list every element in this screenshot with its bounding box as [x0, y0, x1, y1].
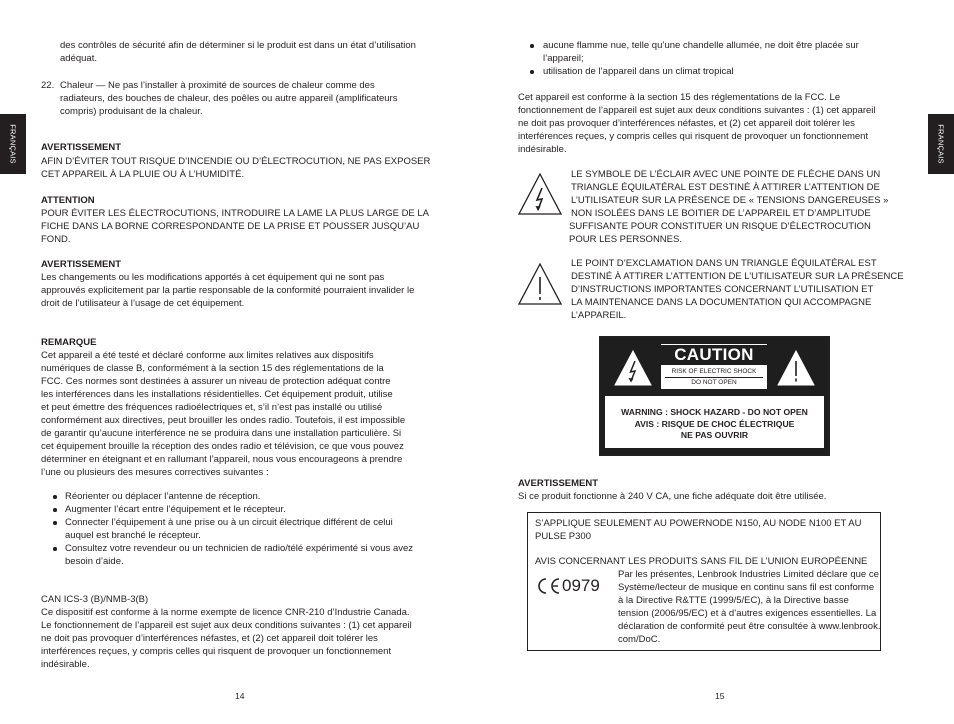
list-item-cont: auquel est branché le récepteur. — [65, 530, 201, 541]
ce-number: 0979 — [562, 576, 600, 595]
paragraph-line: FOND. — [41, 234, 71, 245]
paragraph-line: fonctionnement de l’appareil est sujet aux deux conditions suivantes : (1) cet appareil — [518, 105, 876, 116]
paragraph-line: adéquat. — [60, 53, 97, 64]
section-heading: ATTENTION — [41, 195, 95, 206]
paragraph-line: L’APPAREIL. — [571, 310, 627, 321]
paragraph-line: Le fonctionnement de l’appareil est sujet aux deux conditions suivantes : (1) cet appareil — [41, 620, 412, 631]
paragraph-line: Les changements ou les modifications apportés à cet équipement qui ne sont pas — [41, 272, 385, 283]
paragraph-line: interférences reçues, y compris celles qui risquent de provoquer un fonctionnement — [41, 646, 392, 657]
paragraph-line: TRIANGLE ÉQUILATÉRAL EST DESTINÉ À ATTIRER L’ATTENTION DE — [571, 182, 880, 193]
list-item: utilisation de l’appareil dans un climat tropical — [543, 66, 734, 77]
paragraph-line: de garantir qu’aucune interférence ne se produira dans une installation particulière. Si — [41, 428, 402, 439]
paragraph-line: LE SYMBOLE DE L’ÉCLAIR AVEC UNE POINTE DE FLÈCHE DANS UN — [571, 169, 881, 180]
paragraph-line: Système/lecteur de musique en continu sans fil est conforme — [618, 582, 875, 593]
side-tab-left — [0, 114, 26, 174]
list-item-cont: l’appareil; — [543, 53, 584, 64]
paragraph-line: Ce dispositif est conforme à la norme exempte de licence CNR-210 d’Industrie Canada. — [41, 607, 410, 618]
side-tab-right — [928, 114, 954, 174]
caution-box — [661, 344, 767, 389]
list-item-cont: besoin d’aide. — [65, 556, 124, 567]
caution-label — [599, 336, 830, 456]
paragraph-line: POUR LES PERSONNES. — [569, 234, 682, 245]
exclamation-warning-icon — [517, 262, 563, 306]
list-item: Réorienter ou déplacer l’antenne de réception. — [65, 491, 261, 502]
caution-risk-line: RISK OF ELECTRIC SHOCK — [671, 368, 757, 375]
bullet-dot — [53, 495, 57, 499]
lightning-warning-icon — [613, 349, 653, 387]
lightning-warning-icon — [517, 172, 563, 216]
section-heading: AVERTISSEMENT — [518, 478, 599, 489]
paragraph-line: indésirable. — [41, 659, 90, 670]
section-heading: REMARQUE — [41, 337, 97, 348]
paragraph-line: conformément aux directives, peut brouiller les ondes radio. Toutefois, il est impossible — [41, 415, 406, 426]
caution-warning-line: AVIS : RISQUE DE CHOC ÉLECTRIQUE — [634, 419, 795, 429]
paragraph-line: Chaleur — Ne pas l’installer à proximité de sources de chaleur comme des — [60, 80, 375, 91]
paragraph-line: LA MAINTENANCE DANS LA DOCUMENTATION QUI ACCOMPAGNE — [571, 297, 872, 308]
paragraph-line: compris) produisant de la chaleur. — [60, 106, 203, 117]
list-item: aucune flamme nue, telle qu’une chandelle allumée, ne doit être placée sur — [543, 40, 859, 51]
paragraph-line: Par les présentes, Lenbrook Industries Limited déclare que ce — [618, 569, 879, 580]
paragraph-line: droit de l’utilisateur à l’usage de cet équipement. — [41, 298, 245, 309]
caution-open-line: DO NOT OPEN — [691, 379, 737, 386]
paragraph-line: radiateurs, des bouches de chaleur, des poêles ou autre appareil (amplificateurs — [60, 93, 398, 104]
paragraph-line: AVIS CONCERNANT LES PRODUITS SANS FIL DE L’UNION EUROPÉENNE — [535, 556, 868, 567]
paragraph-line: cet équipement brouille la réception des ondes radio et télévision, ce que vous pouvez — [41, 441, 404, 452]
paragraph-line: Si ce produit fonctionne à 240 V CA, une fiche adéquate doit être utilisée. — [518, 491, 827, 502]
exclamation-warning-icon — [776, 349, 816, 387]
paragraph-line: tension (2006/95/EC) et à d’autres exigences essentielles. La — [618, 608, 877, 619]
page-number: 15 — [715, 691, 725, 701]
caution-warning-line: WARNING : SHOCK HAZARD - DO NOT OPEN — [621, 407, 808, 417]
section-heading: AVERTISSEMENT — [41, 259, 122, 270]
caution-warning-panel — [605, 396, 824, 448]
section-heading: CAN ICS-3 (B)/NMB-3(B) — [41, 594, 149, 605]
bullet-dot — [530, 44, 534, 48]
paragraph-line: à la Directive R&TTE (1999/5/EC), à la Directive basse — [618, 595, 849, 606]
list-item: Consultez votre revendeur ou un technicien de radio/télé expérimenté si vous avez — [65, 543, 414, 554]
item-number: 22. — [41, 80, 55, 91]
side-tab-label: FRANÇAIS — [8, 124, 18, 164]
list-item: Augmenter l’écart entre l’équipement et le récepteur. — [65, 504, 286, 515]
bullet-dot — [530, 70, 534, 74]
paragraph-line: et peut émettre des fréquences radioélectriques et, s’il n’est pas installé ou utilisé — [41, 402, 383, 413]
paragraph-line: S’APPLIQUE SEULEMENT AU POWERNODE N150, AU NODE N100 ET AU — [535, 518, 862, 529]
bullet-dot — [53, 547, 57, 551]
bullet-dot — [53, 508, 57, 512]
paragraph-line: FICHE DANS LA BORNE CORRESPONDANTE DE LA PRISE ET POUSSER JUSQU’AU — [41, 221, 420, 232]
paragraph-line: déterminer en éteignant et en rallumant l’appareil, nous vous encourageons à prendre — [41, 454, 403, 465]
paragraph-line: interférences reçues, y compris celles qui risquent de provoquer un fonctionnement — [518, 131, 869, 142]
paragraph-line: ne doit pas provoquer d’interférences néfastes, et (2) cet appareil doit tolérer les — [518, 118, 855, 129]
bullet-dot — [53, 521, 57, 525]
paragraph-line: POUR ÉVITER LES ÉLECTROCUTIONS, INTRODUIRE LA LAME LA PLUS LARGE DE LA — [41, 208, 430, 219]
paragraph-line: AFIN D’ÉVITER TOUT RISQUE D’INCENDIE OU D’ÉLECTROCUTION, NE PAS EXPOSER — [41, 156, 431, 167]
paragraph-line: NON ISOLÉES DANS LE BOITIER DE L’APPAREIL ET D’AMPLITUDE — [571, 208, 871, 219]
paragraph-line: D’INSTRUCTIONS IMPORTANTES CONCERNANT L’UTILISATION ET — [571, 284, 874, 295]
caution-title: CAUTION — [661, 345, 767, 365]
ce-mark-icon — [534, 577, 562, 595]
side-tab-label: FRANÇAIS — [936, 124, 946, 164]
paragraph-line: L’UTILISATEUR SUR LA PRÉSENCE DE « TENSIONS DANGEREUSES » — [571, 195, 889, 206]
paragraph-line: FCC. Ces normes sont destinées à assurer un niveau de protection adéquat contre — [41, 376, 391, 387]
page-number: 14 — [235, 691, 245, 701]
paragraph-line: com/DoC. — [618, 634, 661, 645]
paragraph-line: des contrôles de sécurité afin de déterminer si le produit est dans un état d’utilisation — [60, 40, 416, 51]
list-item: Connecter l’équipement à une prise ou à un circuit électrique différent de celui — [65, 517, 393, 528]
paragraph-line: indésirable. — [518, 144, 567, 155]
divider — [665, 377, 763, 378]
paragraph-line: Cet appareil a été testé et déclaré conforme aux limites relatives aux dispositifs — [41, 350, 374, 361]
paragraph-line: PULSE P300 — [535, 531, 591, 542]
section-heading: AVERTISSEMENT — [41, 142, 122, 153]
caution-warning-line: NE PAS OUVRIR — [680, 430, 749, 440]
paragraph-line: ne doit pas provoquer d’interférences néfastes, et (2) cet appareil doit tolérer les — [41, 633, 378, 644]
paragraph-line: CET APPAREIL À LA PLUIE OU À L’HUMIDITÉ. — [41, 169, 245, 180]
paragraph-line: les interférences dans les installations résidentielles. Cet équipement produit, utilise — [41, 389, 393, 400]
paragraph-line: déclaration de conformité peut être consultée à www.lenbrook. — [618, 621, 881, 632]
paragraph-line: approuvés explicitement par la partie responsable de la conformité pourraient invalider le — [41, 285, 415, 296]
paragraph-line: Cet appareil est conforme à la section 15 des réglementations de la FCC. Le — [518, 92, 841, 103]
paragraph-line: numériques de classe B, conformément à la section 15 des réglementations de la — [41, 363, 384, 374]
paragraph-line: DESTINÉ À ATTIRER L’ATTENTION DE L’UTILISATEUR SUR LA PRÉSENCE — [571, 271, 904, 282]
paragraph-line: LE POINT D’EXCLAMATION DANS UN TRIANGLE ÉQUILATÉRAL EST — [571, 258, 877, 269]
paragraph-line: SUFFISANTE POUR CONSTITUER UN RISQUE D’ÉLECTROCUTION — [569, 221, 871, 232]
paragraph-line: l’une ou plusieurs des mesures correctives suivantes : — [41, 467, 269, 478]
